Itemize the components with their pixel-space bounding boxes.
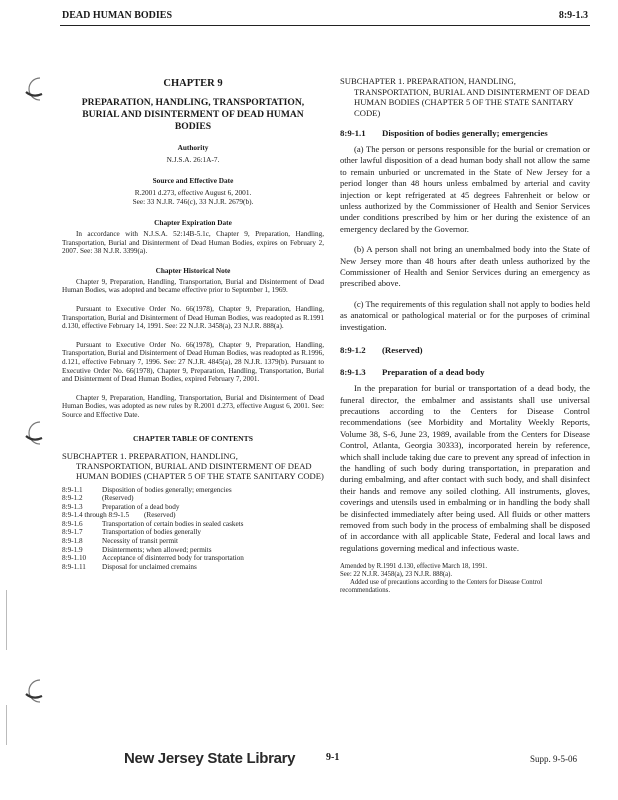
toc-entry-number: 8:9-1.2 <box>62 494 83 503</box>
toc-entry-title: Transportation of certain bodies in sealed caskets <box>102 519 244 528</box>
header-title: DEAD HUMAN BODIES <box>62 10 173 21</box>
amendment-note: Amended by R.1991 d.130, effective March 18, 1991. <box>340 563 488 571</box>
toc-entry <box>62 486 324 495</box>
toc-entry <box>62 554 324 563</box>
toc-entry-number: 8:9-1.4 through 8:9-1.5 <box>62 511 130 520</box>
section-heading <box>340 345 590 355</box>
toc-entry-title: Acceptance of disinterred body for transportation <box>102 554 244 563</box>
toc-entry-title: Necessity of transit permit <box>102 537 179 546</box>
toc-entry <box>62 537 324 546</box>
scan-edge-mark <box>6 705 7 745</box>
historical-note-heading: Chapter Historical Note <box>155 265 231 275</box>
toc-entry-title: Preparation of a dead body <box>102 502 180 511</box>
section-paragraph: (a) The person or persons responsible for the burial or cremation or other lawful disposition of a dead human body shall not allow the same to remain unburied or uncremated in the State of New Jersey for a period longer than 48 hours unless embalmed by arterial and cavity injection or kept refrigerated at 45 degrees Fahrenheit or below or unless authorized by the Commissioner of Health and Senior Services under conditions prescribed by him or her during the existence of an emergency declared by the Governor. <box>340 144 590 234</box>
header-rule <box>60 25 590 26</box>
expiration-heading: Chapter Expiration Date <box>154 218 232 227</box>
expiration-text: In accordance with N.J.S.A. 52:14B-5.1c, Chapter 9, Preparation, Handling, Transportation, Burial and Disinterment of Dead Human Bodies, expires on February 2, 2007. See: 38 N.J.R. 3399(a). <box>62 230 324 256</box>
toc-entry <box>62 528 324 537</box>
chapter-title: PREPARATION, HANDLING, TRANSPORTATION, BURIAL AND DISINTERMENT OF DEAD HUMAN BODIES <box>81 97 305 132</box>
left-column <box>62 66 324 571</box>
toc-entry-title: Disinterments; when allowed; permits <box>102 545 212 554</box>
section-title: Preparation of a dead body <box>382 367 485 378</box>
section-heading <box>340 367 590 377</box>
amendment-note: See: 22 N.J.R. 3458(a), 23 N.J.R. 888(a). <box>340 571 453 579</box>
running-header <box>62 8 588 24</box>
toc-entry <box>62 511 324 520</box>
section-paragraph: (b) A person shall not bring an unembalmed body into the State of New Jersey more than 48 hours after death unless authorized by the Commissioner of Health and Senior Services during an emergency as prescribed above. <box>340 244 590 289</box>
authority-heading: Authority <box>177 143 209 152</box>
toc-list <box>62 486 324 572</box>
section-paragraph: In the preparation for burial or transportation of a dead body, the funeral director, the embalmer and assistants shall use universal precautions according to the Centers for Disease Control recommendations (see Morbidity and Mortality Weekly Reports, Volume 38, S-6, June 23, 1989, available from the Centers for Disease Control, Atlanta, Georgia 30333), incorporated herein by reference, which shall include taking due care to prevent any spread of infection in the handling of such body during transportation, in preparation and during embalming, and after contact with such body, and shall disinfect their hands and remove any soiled clothing. All instruments, gloves, coverings and utensils used in embalming or in handling the body shall be disinfected immediately after being used. All fluids or other matters removed from such body in the process of embalming shall be disposed of in accordance with all applicable State, Federal and local laws and regulations governing medical and infectious waste. <box>340 383 590 553</box>
toc-subchapter-line: SUBCHAPTER 1. PREPARATION, HANDLING, <box>62 450 238 461</box>
punch-hole-icon <box>20 74 46 104</box>
scan-edge-mark <box>6 590 7 650</box>
source-line: R.2001 d.273, effective August 6, 2001. <box>134 188 252 197</box>
section-paragraph: (c) The requirements of this regulation shall not apply to bodies held as anatomical or pathological material or for the purposes of criminal investigation. <box>340 298 590 332</box>
historical-note-paragraph: Chapter 9, Preparation, Handling, Transportation, Burial and Disinterment of Dead Human Bodies, was adopted as new rules by R.2001 d.273, effective August 6, 2001. See: Source and Effective Date. <box>62 393 324 419</box>
toc-entry <box>62 494 324 503</box>
source-heading: Source and Effective Date <box>152 176 234 185</box>
toc-entry-number: 8:9-1.9 <box>62 545 83 554</box>
toc-subchapter-title <box>62 451 324 481</box>
toc-entry-number: 8:9-1.3 <box>62 502 83 511</box>
section-number: 8:9-1.1 <box>340 128 366 138</box>
toc-entry-title: (Reserved) <box>144 511 176 520</box>
library-stamp: New Jersey State Library <box>124 750 296 767</box>
toc-entry-number: 8:9-1.7 <box>62 528 83 537</box>
page-number: 9-1 <box>326 752 340 763</box>
toc-entry-number: 8:9-1.8 <box>62 537 83 546</box>
supplement-date: Supp. 9-5-06 <box>530 754 577 764</box>
right-column <box>340 66 590 595</box>
section-title: Disposition of bodies generally; emergencies <box>382 128 548 138</box>
punch-hole-icon <box>20 418 46 448</box>
toc-entry-title: Transportation of bodies generally <box>102 528 201 537</box>
section-number: 8:9-1.3 <box>340 367 366 378</box>
chapter-number: CHAPTER 9 <box>163 78 223 89</box>
toc-entry <box>62 546 324 555</box>
subchapter-line: SUBCHAPTER 1. PREPARATION, HANDLING, <box>340 76 516 86</box>
toc-entry <box>62 563 324 572</box>
section-number: 8:9-1.2 <box>340 345 366 356</box>
toc-entry <box>62 503 324 512</box>
historical-note-paragraph: Pursuant to Executive Order No. 66(1978), Chapter 9, Preparation, Handling, Transportation, Burial and Disinterment of Dead Human Bodies, was readopted as R.1991 d.130, effective February 14, 1991. See: 22 N.J.R. 3458(a), 23 N.J.R. 888(a). <box>62 304 324 331</box>
toc-entry-number: 8:9-1.11 <box>62 562 86 571</box>
section-heading <box>340 128 590 138</box>
toc-entry <box>62 520 324 529</box>
historical-note-paragraph: Chapter 9, Preparation, Handling, Transportation, Burial and Disinterment of Dead Human Bodies, was adopted and became effective prior to September 1, 1969. <box>62 277 324 295</box>
toc-entry-title: Disposal for unclaimed cremains <box>102 562 197 571</box>
source-line: See: 33 N.J.R. 746(c), 33 N.J.R. 2679(b). <box>132 197 254 206</box>
header-section-number: 8:9-1.3 <box>558 10 588 21</box>
toc-entry-number: 8:9-1.10 <box>62 554 87 563</box>
historical-note-paragraph: Pursuant to Executive Order No. 66(1978), Chapter 9, Preparation, Handling, Transportation, Burial and Disinterment of Dead Human Bodies, was readopted as R.1996, d.121, effective February 7, 1996. See: 27 N.J.R. 4845(a), 28 N.J.R. 1379(b). Pursuant to Executive Order No. 66(1978), Chapter 9, Preparation, Handling, Transportation, Burial and Disinterment of Dead Human Bodies, expired February 7, 2001. <box>62 340 324 384</box>
section-title: (Reserved) <box>382 345 423 356</box>
toc-heading: CHAPTER TABLE OF CONTENTS <box>133 433 253 443</box>
toc-entry-title: (Reserved) <box>102 494 134 503</box>
toc-entry-number: 8:9-1.6 <box>62 519 83 528</box>
amendment-note: Added use of precautions according to the Centers for Disease Control recommendations. <box>340 579 543 595</box>
authority-text: N.J.S.A. 26:1A-7. <box>166 155 220 164</box>
subchapter-line: TRANSPORTATION, BURIAL AND DISINTERMENT OF DEAD HUMAN BODIES (CHAPTER 5 OF THE STATE SANITARY CODE) <box>354 86 590 118</box>
toc-entry-title: Disposition of bodies generally; emergencies <box>102 485 232 494</box>
subchapter-title <box>340 76 590 118</box>
punch-hole-icon <box>20 676 46 706</box>
toc-entry-number: 8:9-1.1 <box>62 485 83 494</box>
toc-subchapter-line: TRANSPORTATION, BURIAL AND DISINTERMENT OF DEAD HUMAN BODIES (CHAPTER 5 OF THE STATE SANITARY CODE) <box>76 460 324 481</box>
